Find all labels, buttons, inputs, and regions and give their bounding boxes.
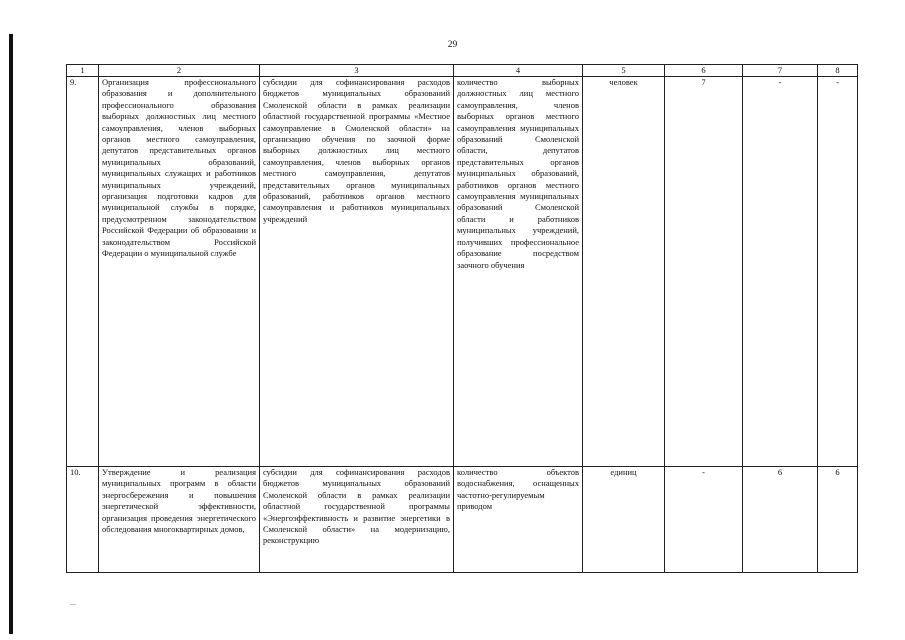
col-header-3: 3 bbox=[260, 65, 454, 77]
left-margin-bar bbox=[9, 34, 13, 634]
value-cell-8: - bbox=[818, 77, 858, 467]
value-cell-7: 6 bbox=[743, 467, 818, 573]
page-number: 29 bbox=[447, 40, 458, 50]
value-cell-6: - bbox=[665, 467, 743, 573]
row-number: 9. bbox=[67, 77, 99, 467]
column-number-row bbox=[67, 65, 858, 77]
row-number: 10. bbox=[67, 467, 99, 573]
unit-cell: человек bbox=[583, 77, 665, 467]
subsidy-cell: субсидии для софинансирования расходов бюджетов муниципальных образований Смоленской области в рамках реализации областной государственной программы «Местное самоуправление в Смоленской области» на организацию обучения по заочной форме выборных должностных лиц местного самоуправления, членов выборных органов местного самоуправления, депутатов представительных органов муниципальных образований, работников органов местного самоуправления и работников муниципальных учреждений bbox=[260, 77, 454, 467]
col-header-1: 1 bbox=[67, 65, 99, 77]
table-row bbox=[67, 467, 858, 573]
indicator-cell: количество выборных должностных лиц местного самоуправления, членов выборных органов местного самоуправления муниципальных образований Смоленской области, депутатов представительных органов муниципальных образований, работников органов местного самоуправления муниципальных образований Смоленской области и работников муниципальных учреждений, получивших профессиональное образование посредством заочного обучения bbox=[454, 77, 583, 467]
unit-cell: единиц bbox=[583, 467, 665, 573]
value-cell-6: 7 bbox=[665, 77, 743, 467]
value-cell-7: - bbox=[743, 77, 818, 467]
event-cell: Утверждение и реализация муниципальных программ в области энергосбережения и повышения энергетической эффективности, организация проведения энергетического обследования многоквартирных домов, bbox=[99, 467, 260, 573]
program-table bbox=[66, 64, 858, 573]
col-header-8: 8 bbox=[818, 65, 858, 77]
col-header-4: 4 bbox=[454, 65, 583, 77]
scan-speck bbox=[70, 604, 76, 605]
col-header-7: 7 bbox=[743, 65, 818, 77]
indicator-cell: количество объектов водоснабжения, оснащенных частотно-регулируемым приводом bbox=[454, 467, 583, 573]
value-cell-8: 6 bbox=[818, 467, 858, 573]
event-cell: Организация профессионального образования и дополнительного профессионального образования выборных должностных лиц местного самоуправления, членов выборных органов местного самоуправления, депутатов представительных органов муниципальных образований, муниципальных служащих и работников муниципальных учреждений, организация подготовки кадров для муниципальной службы в порядке, предусмотренном законодательством Российской Федерации об образовании и законодательством Российской Федерации о муниципальной службе bbox=[99, 77, 260, 467]
table-row bbox=[67, 77, 858, 467]
subsidy-cell: субсидии для софинансирования расходов бюджетов муниципальных образований Смоленской области в рамках реализации областной государственной программы «Энергоэффективность и развитие энергетики в Смоленской области» на модернизацию, реконструкцию bbox=[260, 467, 454, 573]
col-header-5: 5 bbox=[583, 65, 665, 77]
col-header-6: 6 bbox=[665, 65, 743, 77]
col-header-2: 2 bbox=[99, 65, 260, 77]
